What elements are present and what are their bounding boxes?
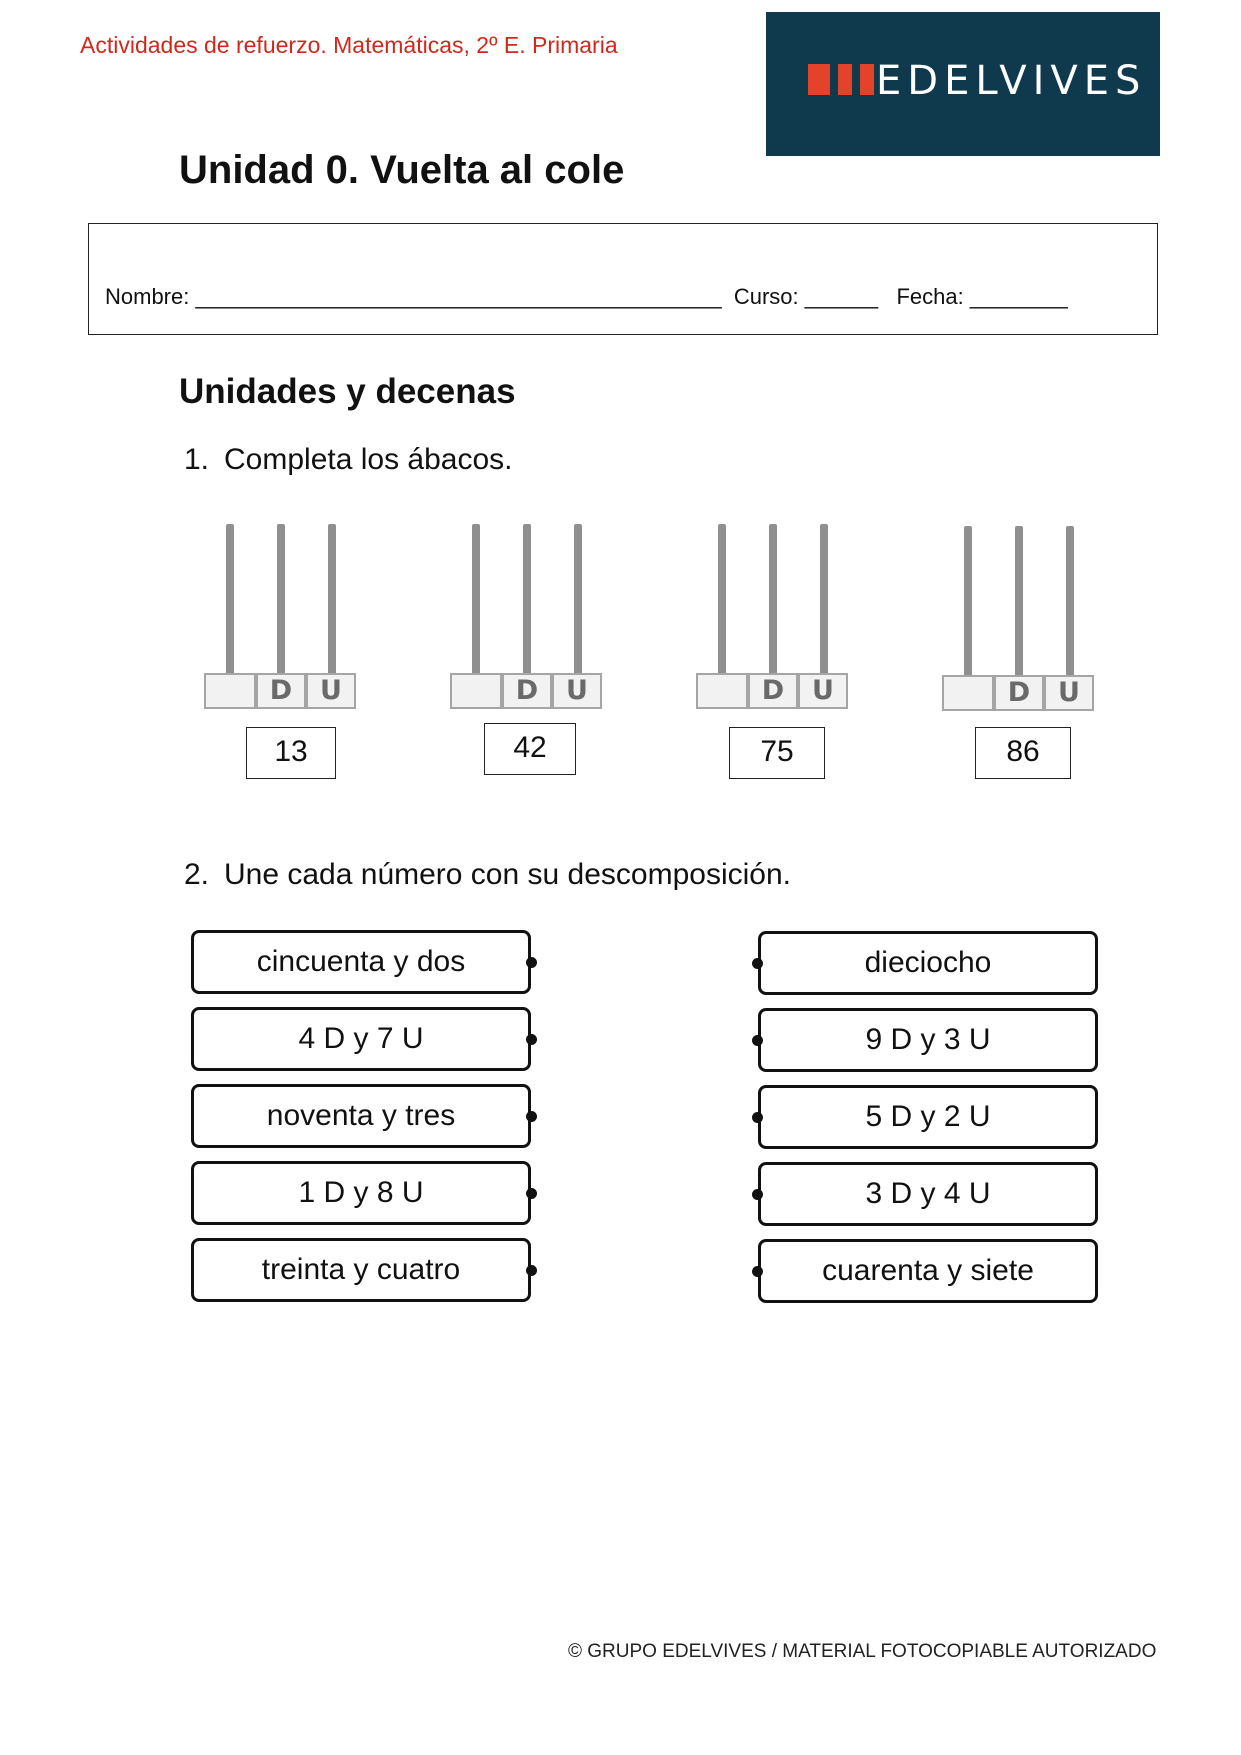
- abacus-2: [450, 524, 610, 764]
- match-right-1-dot[interactable]: [752, 958, 763, 969]
- abacus-label-d: D: [748, 673, 798, 709]
- abacus-number-box: 75: [729, 727, 825, 779]
- abacus-number-box: 42: [484, 723, 576, 775]
- abacus-number-box: 13: [246, 727, 336, 779]
- match-right-5[interactable]: cuarenta y siete: [758, 1239, 1098, 1303]
- abacus-rod: [226, 524, 234, 676]
- unit-title: Unidad 0. Vuelta al cole: [179, 148, 625, 192]
- abacus-rod: [328, 524, 336, 676]
- exercise-1-instruction: Completa los ábacos.: [224, 443, 513, 476]
- abacus-label-d: D: [502, 673, 552, 709]
- match-left-5-dot[interactable]: [526, 1265, 537, 1276]
- abacus-4: [942, 526, 1102, 766]
- abacus-label-d: D: [256, 673, 306, 709]
- section-title: Unidades y decenas: [179, 372, 516, 411]
- match-left-2[interactable]: 4 D y 7 U: [191, 1007, 531, 1071]
- match-left-3[interactable]: noventa y tres: [191, 1084, 531, 1148]
- abacus-label-u: U: [552, 673, 602, 709]
- abacus-label-u: U: [798, 673, 848, 709]
- edelvives-logo: [766, 12, 1160, 156]
- abacus-rod: [1015, 526, 1023, 678]
- match-left-3-dot[interactable]: [526, 1111, 537, 1122]
- match-left-4[interactable]: 1 D y 8 U: [191, 1161, 531, 1225]
- student-info-line[interactable]: Nombre: ___________________________________________ Curso: ______ Fecha: ________: [105, 284, 1068, 309]
- exercise-2-heading: [184, 858, 791, 892]
- match-left-2-dot[interactable]: [526, 1034, 537, 1045]
- abacus-label-blank: [942, 675, 994, 711]
- abacus-rod: [523, 524, 531, 676]
- abacus-rod: [1066, 526, 1074, 678]
- match-right-2-dot[interactable]: [752, 1035, 763, 1046]
- abacus-label-blank: [696, 673, 748, 709]
- abacus-label-u: U: [306, 673, 356, 709]
- exercise-2-instruction: Une cada número con su descomposición.: [224, 858, 791, 891]
- match-right-4-dot[interactable]: [752, 1189, 763, 1200]
- copyright-footer: © GRUPO EDELVIVES / MATERIAL FOTOCOPIABLE AUTORIZADO: [568, 1641, 1157, 1662]
- match-right-2[interactable]: 9 D y 3 U: [758, 1008, 1098, 1072]
- abacus-number-box: 86: [975, 727, 1071, 779]
- logo-text: EDELVIVES: [876, 58, 1147, 104]
- match-right-3-dot[interactable]: [752, 1112, 763, 1123]
- match-left-1[interactable]: cincuenta y dos: [191, 930, 531, 994]
- abacus-rod: [718, 524, 726, 676]
- match-right-5-dot[interactable]: [752, 1266, 763, 1277]
- abacus-rod: [820, 524, 828, 676]
- abacus-label-blank: [204, 673, 256, 709]
- match-left-1-dot[interactable]: [526, 957, 537, 968]
- exercise-1-heading: [184, 443, 513, 477]
- abacus-3: [696, 524, 856, 768]
- exercise-2-number: 2.: [184, 858, 210, 891]
- abacus-label-blank: [450, 673, 502, 709]
- abacus-label-d: D: [994, 675, 1044, 711]
- abacus-rod: [574, 524, 582, 676]
- abacus-rod: [964, 526, 972, 678]
- match-right-3[interactable]: 5 D y 2 U: [758, 1085, 1098, 1149]
- abacus-rod: [769, 524, 777, 676]
- match-left-5[interactable]: treinta y cuatro: [191, 1238, 531, 1302]
- match-right-1[interactable]: dieciocho: [758, 931, 1098, 995]
- abacus-label-u: U: [1044, 675, 1094, 711]
- abacus-1: [204, 524, 364, 768]
- abacus-rod: [472, 524, 480, 676]
- match-left-4-dot[interactable]: [526, 1188, 537, 1199]
- exercise-1-number: 1.: [184, 443, 210, 476]
- student-info-box: [88, 223, 1158, 335]
- abacus-rod: [277, 524, 285, 676]
- worksheet-header-subtitle: Actividades de refuerzo. Matemáticas, 2º E. Primaria: [80, 32, 618, 58]
- match-right-4[interactable]: 3 D y 4 U: [758, 1162, 1098, 1226]
